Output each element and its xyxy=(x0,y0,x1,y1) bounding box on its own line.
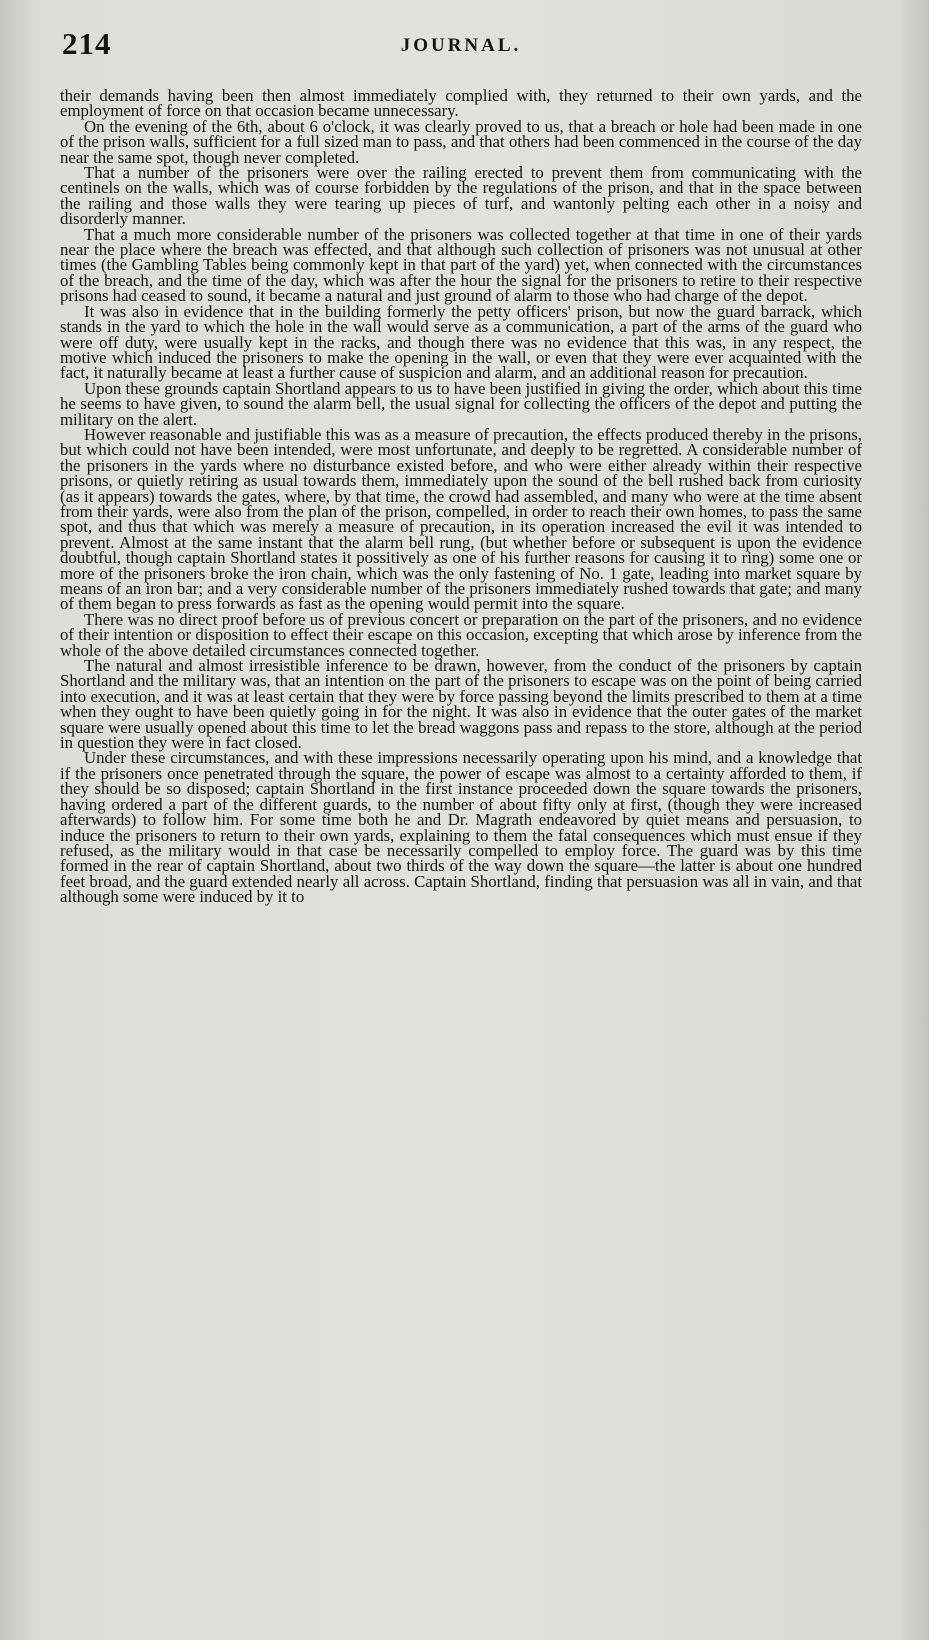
running-head: JOURNAL. xyxy=(400,35,522,56)
paragraph: It was also in evidence that in the building formerly the petty officers' prison, but now the guard barrack, which stands in the yard to which the hole in the wall would serve as a communication, a part of the arms of the guard who were off duty, were usually kept in the racks, and though there was no evidence that this was, in any respect, the motive which induced the prisoners to make the opening in the wall, or even that they were ever acquainted with the fact, it naturally became at least a further cause of suspicion and alarm, and an additional reason for precaution. xyxy=(60,301,862,383)
paragraph: However reasonable and justifiable this was as a measure of precaution, the effects produced thereby in the prisons, but which could not have been intended, were most unfortunate, and deeply to be regretted. A considerable number of the prisoners in the yards where no disturbance existed before, and who were either already within their respective prisons, or quietly retiring as usual towards them, immediately upon the sound of the bell rushed back from curiosity (as it appears) towards the gates, where, by that time, the crowd had assembled, and many who were at the time absent from their yards, were also from the plan of the prison, compelled, in order to reach their own homes, to pass the same spot, and thus that which was merely a measure of precaution, in its operation increased the evil it was intended to prevent. Almost at the same instant that the alarm bell rung, (but whether before or subsequent is upon the evidence doubtful, though captain Shortland states it possitively as one of his further reasons for causing it to ring) some one or more of the prisoners broke the iron chain, which was the only fastening of No. 1 gate, leading into market square by means of an iron bar; and a very considerable number of the prisoners immediately rushed towards that gate; and many of them began to press forwards as fast as the opening would permit into the square. xyxy=(60,424,862,614)
page-corner-shadow xyxy=(0,0,10,34)
body-text xyxy=(60,88,862,905)
page-header xyxy=(60,26,862,78)
paragraph: That a much more considerable number of the prisoners was collected together at that time in one of their yards near the place where the breach was effected, and that although such collection of prisoners was not unusual at other times (the Gambling Tables being commonly kept in that part of the yard) yet, when connected with the circumstances of the breach, and the time of the day, which was after the hour the signal for the prisoners to retire to their respective prisons had ceased to sound, it became a natural and just ground of alarm to those who had charge of the depot. xyxy=(60,224,862,306)
paragraph: The natural and almost irresistible inference to be drawn, however, from the conduct of the prisoners by captain Shortland and the military was, that an intention on the part of the prisoners to escape was on the point of being carried into execution, and it was at least certain that they were by force passing beyond the limits prescribed to them at a time when they ought to have been quietly going in for the night. It was also in evidence that the outer gates of the market square were usually opened about this time to let the bread waggons pass and repass to the store, although at the period in question they were in fact closed. xyxy=(60,656,862,753)
paragraph: their demands having been then almost immediately complied with, they returned to their own yards, and the employment of force on that occasion became unnecessary. xyxy=(60,86,862,121)
paragraph: Upon these grounds captain Shortland appears to us to have been justified in giving the order, which about this time he seems to have given, to sound the alarm bell, the usual signal for collecting the officers of the depot and putting the military on the alert. xyxy=(60,378,862,429)
paragraph: Under these circumstances, and with these impressions necessarily operating upon his mind, and a knowledge that if the prisoners once penetrated through the square, the power of escape was almost to a certainty afforded to them, if they should be so disposed; captain Shortland in the first instance proceeded down the square towards the prisoners, having ordered a part of the different guards, to the number of about fifty only at first, (though they were increased afterwards) to follow him. For some time both he and Dr. Magrath endeavored by quiet means and persuasion, to induce the prisoners to return to their own yards, explaining to them the fatal consequences which must ensue if they refused, as the military would in that case be necessarily compelled to employ force. The guard was by this time formed in the rear of captain Shortland, about two thirds of the way down the square—the latter is about one hundred feet broad, and the guard extended nearly all across. Captain Shortland, finding that persuasion was all in vain, and that although some were induced by it to xyxy=(60,748,862,907)
paragraph: On the evening of the 6th, about 6 o'clock, it was clearly proved to us, that a breach or hole had been made in one of the prison walls, sufficient for a full sized man to pass, and that others had been commenced in the course of the day near the same spot, though never completed. xyxy=(60,116,862,167)
paragraph: That a number of the prisoners were over the railing erected to prevent them from communicating with the centinels on the walls, which was of course forbidden by the regulations of the prison, and that in the space between the railing and those walls they were tearing up pieces of turf, and wantonly pelting each other in a noisy and disorderly manner. xyxy=(60,163,862,229)
page-edge-shadow xyxy=(899,0,929,1640)
paragraph: There was no direct proof before us of previous concert or preparation on the part of the prisoners, and no evidence of their intention or disposition to effect their escape on this occasion, excepting that which arose by inference from the whole of the above detailed circumstances connected together. xyxy=(60,609,862,660)
page-number: 214 xyxy=(62,26,112,61)
